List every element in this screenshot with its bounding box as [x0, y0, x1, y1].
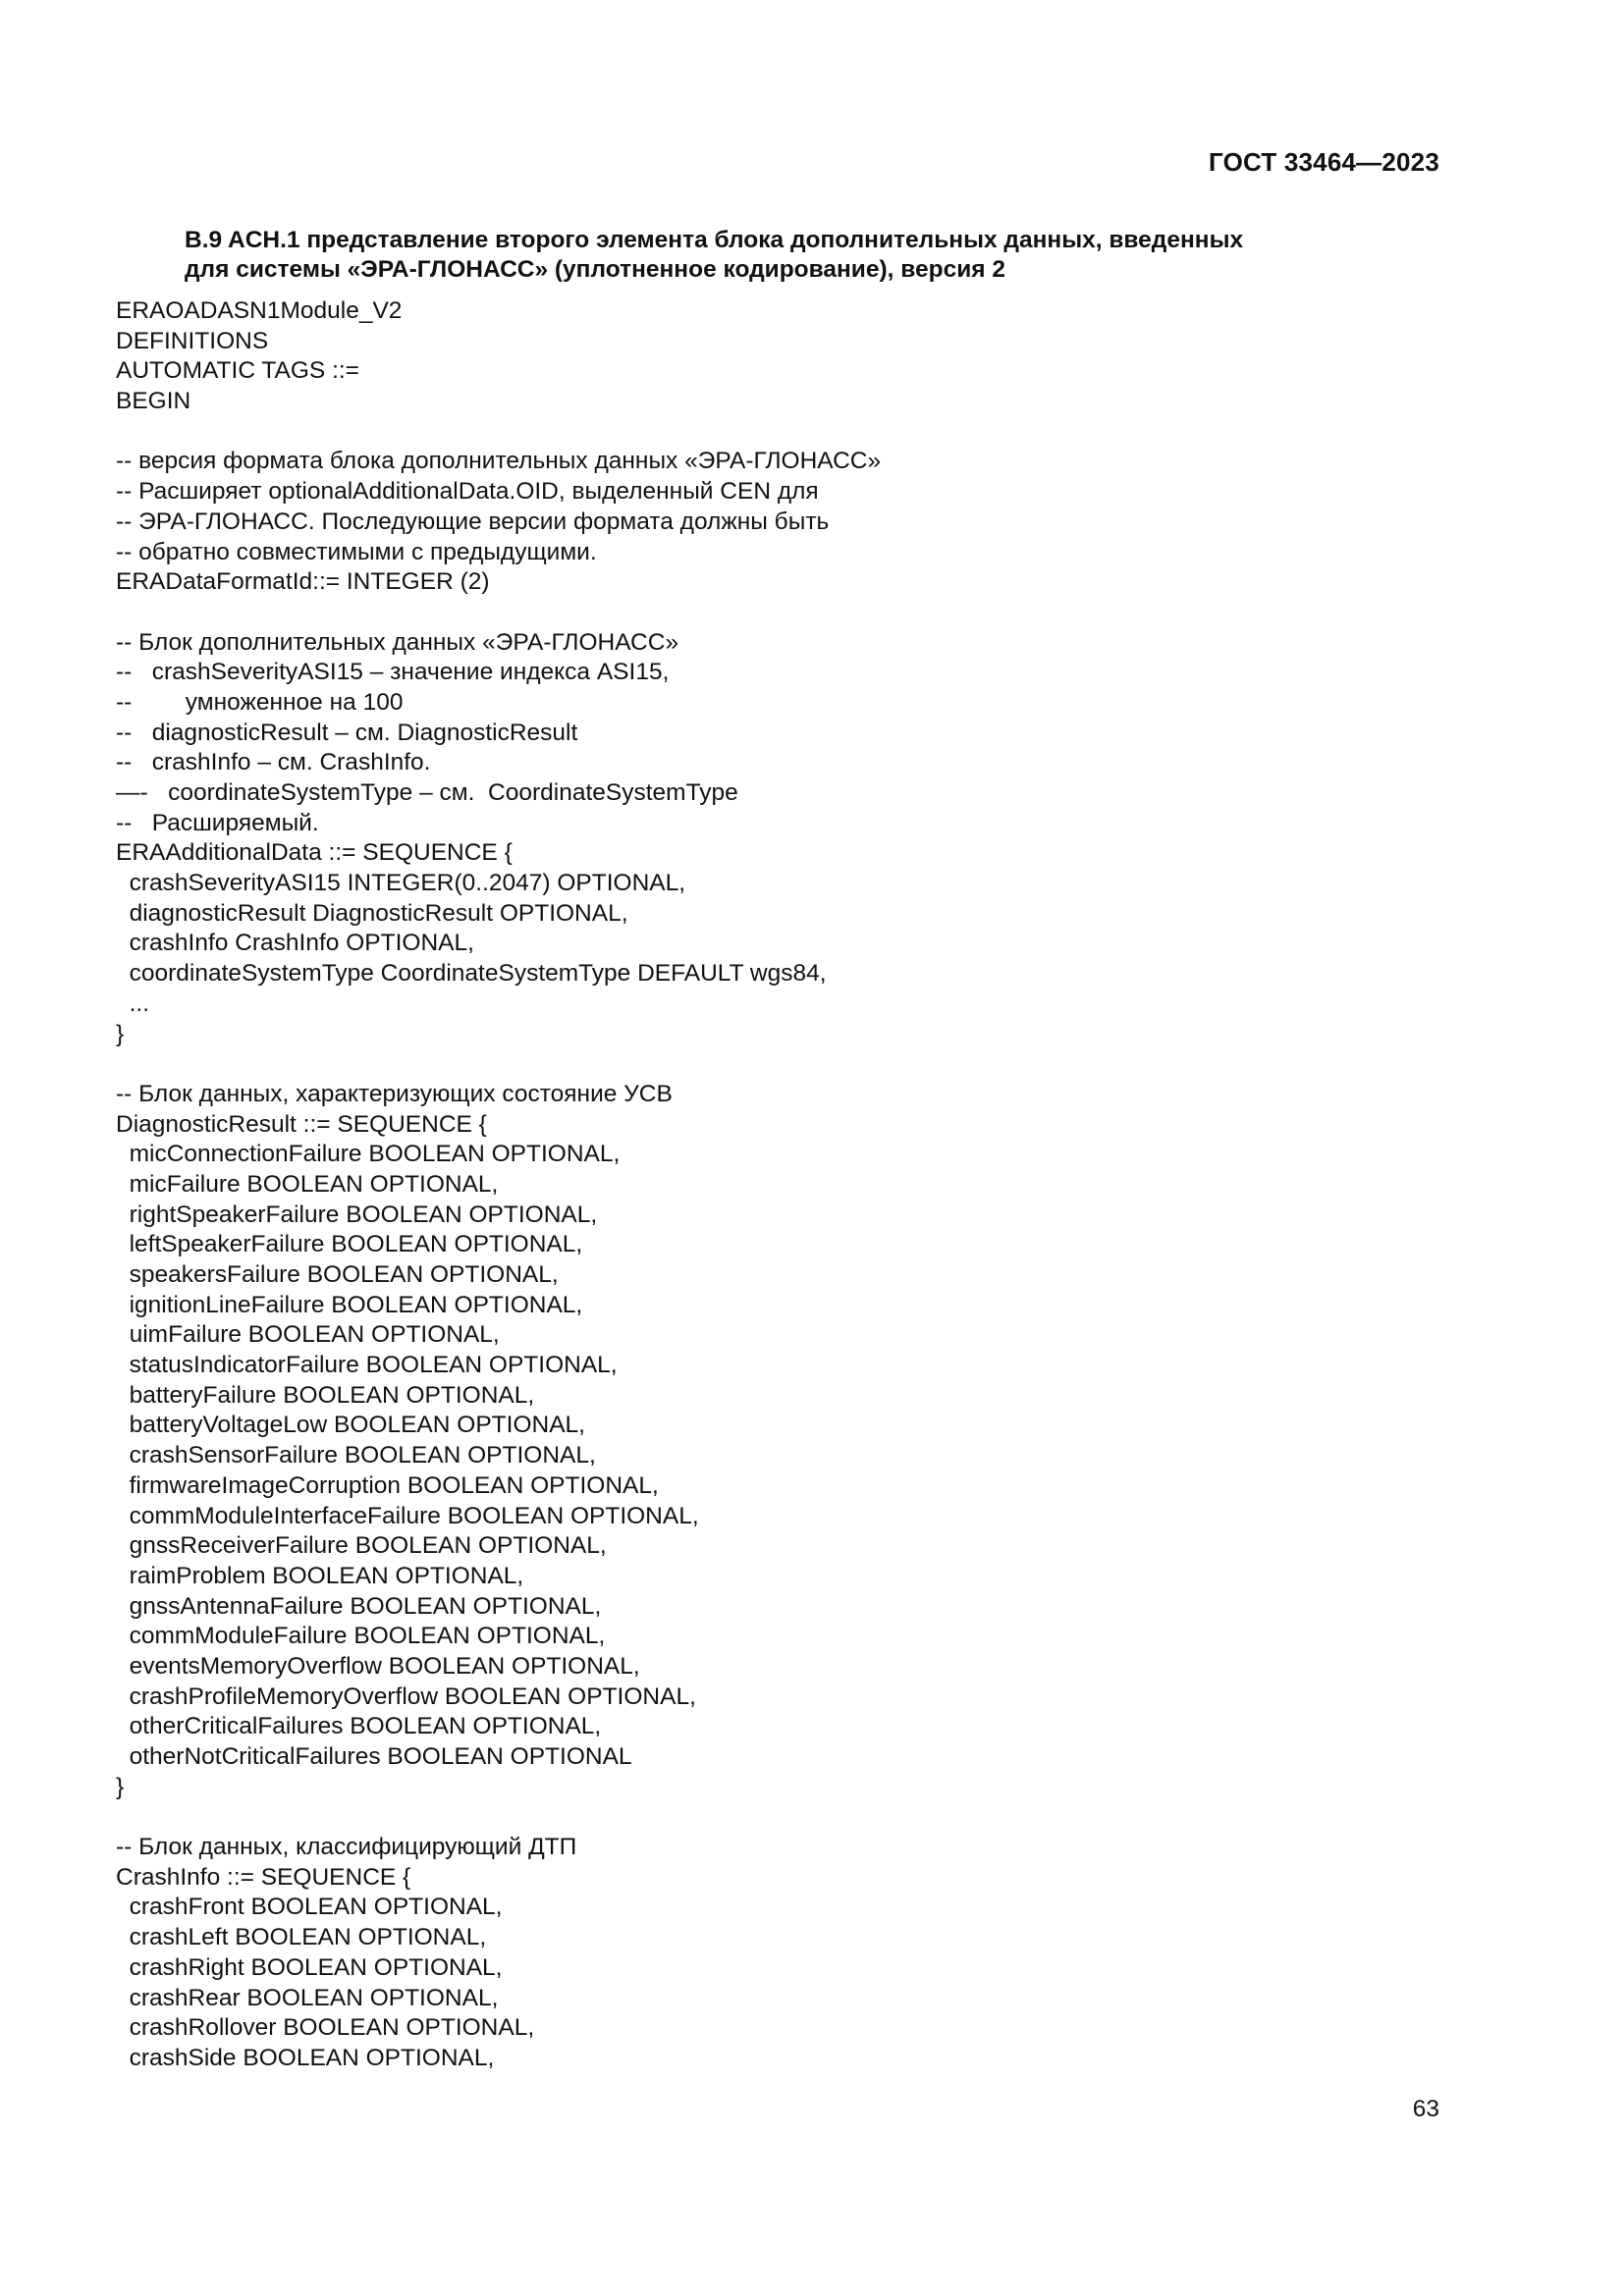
code-line: -- версия формата блока дополнительных данных «ЭРА-ГЛОНАСС»	[116, 448, 882, 475]
code-line: -- обратно совместимыми с предыдущими.	[116, 538, 597, 565]
code-line: -- Блок дополнительных данных «ЭРА-ГЛОНАСС»	[116, 628, 679, 656]
code-line: crashRollover BOOLEAN OPTIONAL,	[116, 2014, 535, 2042]
code-line: micFailure BOOLEAN OPTIONAL,	[116, 1170, 499, 1198]
code-line: BEGIN	[116, 388, 191, 415]
code-line	[116, 1049, 1490, 1080]
code-line: -- diagnosticResult – см. DiagnosticResult	[116, 719, 578, 746]
code-line: crashSensorFailure BOOLEAN OPTIONAL,	[116, 1442, 596, 1469]
code-line: crashLeft BOOLEAN OPTIONAL,	[116, 1924, 487, 1951]
code-line: }	[116, 1020, 125, 1047]
code-line: rightSpeakerFailure BOOLEAN OPTIONAL,	[116, 1201, 598, 1228]
document-header: ГОСТ 33464—2023	[1209, 147, 1439, 177]
code-line: crashFront BOOLEAN OPTIONAL,	[116, 1894, 503, 1921]
code-line: -- Расширяет optionalAdditionalData.OID, выделенный CEN для	[116, 478, 819, 506]
code-line: ERADataFormatId::= INTEGER (2)	[116, 568, 490, 596]
code-line: statusIndicatorFailure BOOLEAN OPTIONAL,	[116, 1352, 618, 1379]
code-line: ERAAdditionalData ::= SEQUENCE {	[116, 839, 513, 867]
code-line: speakersFailure BOOLEAN OPTIONAL,	[116, 1261, 559, 1288]
code-line: -- умноженное на 100	[116, 688, 404, 716]
code-line: DiagnosticResult ::= SEQUENCE {	[116, 1110, 487, 1138]
code-line: }	[116, 1773, 125, 1800]
code-line: -- crashInfo – см. CrashInfo.	[116, 749, 431, 776]
code-line: raimProblem BOOLEAN OPTIONAL,	[116, 1562, 524, 1589]
code-line: crashInfo CrashInfo OPTIONAL,	[116, 930, 474, 957]
code-line: CrashInfo ::= SEQUENCE {	[116, 1863, 411, 1891]
code-line: uimFailure BOOLEAN OPTIONAL,	[116, 1321, 500, 1349]
code-line: gnssReceiverFailure BOOLEAN OPTIONAL,	[116, 1532, 607, 1560]
code-line: micConnectionFailure BOOLEAN OPTIONAL,	[116, 1141, 621, 1168]
code-line: firmwareImageCorruption BOOLEAN OPTIONAL,	[116, 1471, 659, 1499]
code-line: crashSide BOOLEAN OPTIONAL,	[116, 2044, 495, 2071]
code-line: batteryVoltageLow BOOLEAN OPTIONAL,	[116, 1412, 585, 1439]
code-line: crashProfileMemoryOverflow BOOLEAN OPTIONAL,	[116, 1682, 696, 1710]
asn1-code-listing	[116, 296, 1490, 2074]
section-title	[185, 226, 1363, 285]
code-line: gnssAntennaFailure BOOLEAN OPTIONAL,	[116, 1592, 602, 1620]
code-line: ERAOADASN1Module_V2	[116, 297, 403, 324]
code-line: otherCriticalFailures BOOLEAN OPTIONAL,	[116, 1713, 602, 1740]
code-line: diagnosticResult DiagnosticResult OPTIONAL,	[116, 899, 628, 927]
page-number: 63	[1412, 2096, 1439, 2122]
section-title-line-2: для системы «ЭРА-ГЛОНАСС» (уплотненное кодирование), версия 2	[185, 256, 1005, 283]
code-line: crashRight BOOLEAN OPTIONAL,	[116, 1953, 503, 1981]
code-line	[116, 1802, 1490, 1833]
code-line: DEFINITIONS	[116, 327, 269, 354]
code-line: leftSpeakerFailure BOOLEAN OPTIONAL,	[116, 1231, 583, 1258]
code-line: crashRear BOOLEAN OPTIONAL,	[116, 1984, 499, 2011]
code-line	[116, 598, 1490, 628]
section-title-line-1: B.9 ACH.1 представление второго элемента блока дополнительных данных, введенных	[185, 227, 1244, 253]
code-line: -- Блок данных, характеризующих состояние УСВ	[116, 1080, 673, 1107]
code-line: -- ЭРА-ГЛОНАСС. Последующие версии формата должны быть	[116, 507, 830, 535]
code-line: coordinateSystemType CoordinateSystemType DEFAULT wgs84,	[116, 960, 827, 988]
code-line: ignitionLineFailure BOOLEAN OPTIONAL,	[116, 1291, 583, 1318]
code-line: —- coordinateSystemType – см. CoordinateSystemType	[116, 779, 738, 806]
code-line: commModuleInterfaceFailure BOOLEAN OPTIONAL,	[116, 1502, 699, 1529]
code-line: -- Расширяемый.	[116, 809, 319, 836]
code-line: ...	[116, 989, 150, 1017]
code-line: -- crashSeverityASI15 – значение индекса ASI15,	[116, 659, 670, 686]
code-line: batteryFailure BOOLEAN OPTIONAL,	[116, 1381, 535, 1409]
code-line: commModuleFailure BOOLEAN OPTIONAL,	[116, 1623, 606, 1650]
code-line: eventsMemoryOverflow BOOLEAN OPTIONAL,	[116, 1652, 640, 1680]
code-line	[116, 417, 1490, 448]
code-line: AUTOMATIC TAGS ::=	[116, 357, 359, 385]
code-line: crashSeverityASI15 INTEGER(0..2047) OPTIONAL,	[116, 870, 686, 897]
code-line: -- Блок данных, классифицирующий ДТП	[116, 1834, 577, 1861]
code-line: otherNotCriticalFailures BOOLEAN OPTIONAL	[116, 1743, 632, 1770]
